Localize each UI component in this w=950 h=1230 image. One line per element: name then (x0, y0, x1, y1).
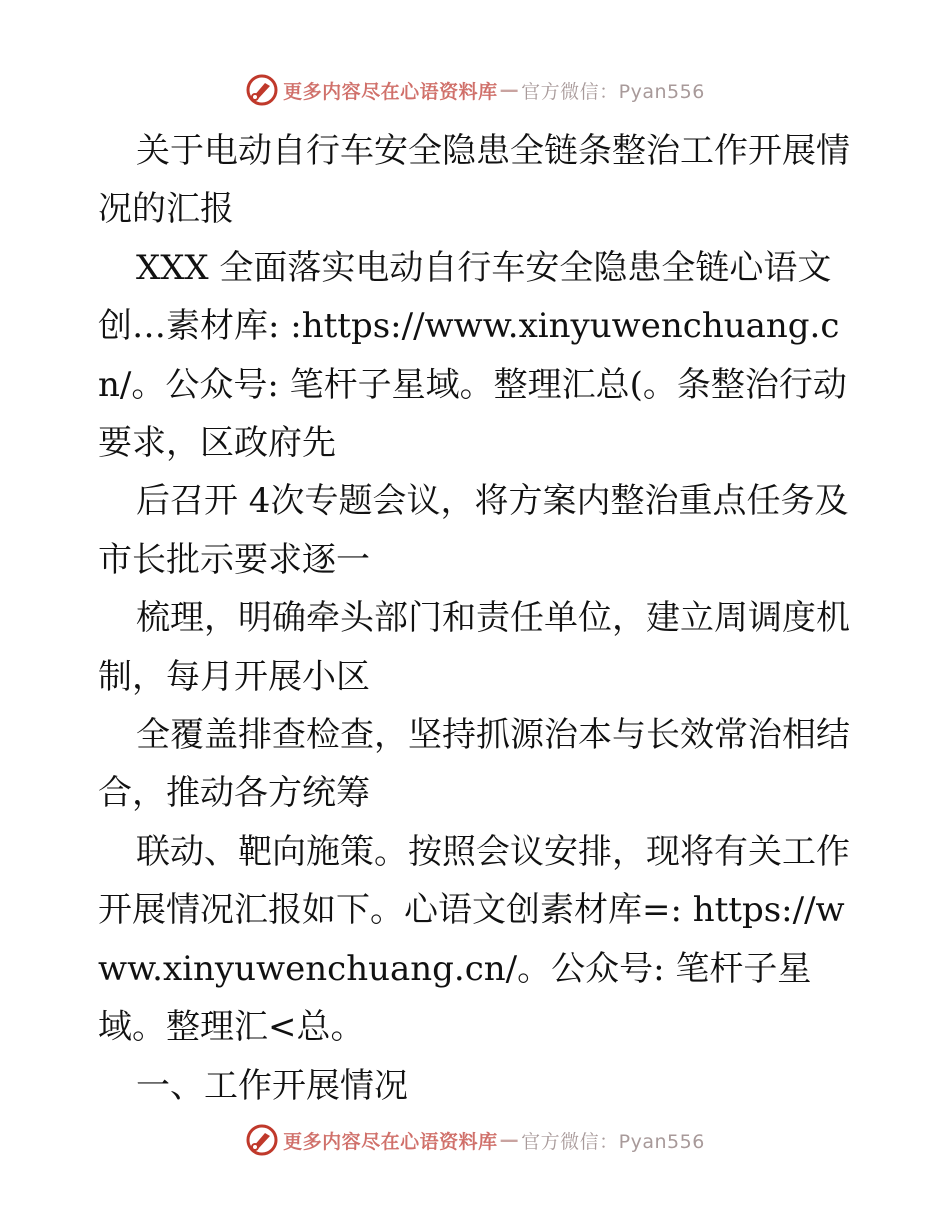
paragraph: XXX 全面落实电动自行车安全隐患全链心语文创…素材库: :https://www.xinyuwenchuang.cn/。公众号: 笔杆子星域。整理汇总(。条整治行动要求，区政府先 (98, 247, 847, 464)
header-banner-separator: — (499, 79, 520, 101)
footer-banner-separator: — (499, 1129, 520, 1151)
footer-banner (0, 1120, 950, 1160)
brush-logo-icon (245, 73, 279, 107)
paragraph: 联动、靶向施策。按照会议安排，现将有关工作开展情况汇报如下。心语文创素材库=: https://www.xinyuwenchuang.cn/。公众号: 笔杆子星域。整理汇<总。 (98, 831, 850, 1048)
section-heading: 一、工作开展情况 (136, 1065, 408, 1106)
footer-banner-text: 更多内容尽在心语资料库 (283, 1130, 498, 1153)
paragraph: 后召开 4次专题会议，将方案内整治重点任务及市长批示要求逐一 (98, 481, 849, 580)
header-banner (0, 70, 950, 110)
document-title: 关于电动自行车安全隐患全链条整治工作开展情况的汇报 (98, 131, 850, 230)
paragraph: 全覆盖排查检查，坚持抓源治本与长效常治相结合，推动各方统筹 (98, 715, 850, 814)
footer-banner-wechat: 官方微信：Pyan556 (521, 1130, 705, 1153)
header-banner-wechat: 官方微信：Pyan556 (521, 80, 705, 103)
header-banner-text: 更多内容尽在心语资料库 (283, 80, 498, 103)
brush-logo-icon (245, 1123, 279, 1157)
paragraph: 梳理，明确牵头部门和责任单位，建立周调度机制，每月开展小区 (98, 598, 850, 697)
document-body (98, 122, 858, 1115)
